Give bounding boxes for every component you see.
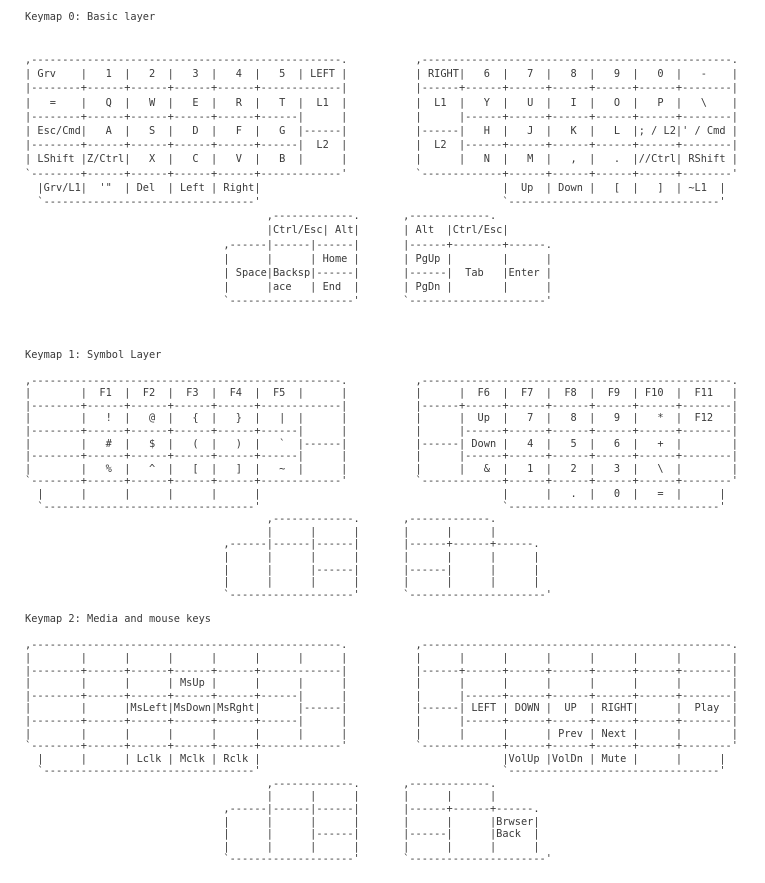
keymap-2-ascii-art: ,--------------------------------------------------. ,--------------------------------------------------. | | | | | | | | | | | | | | | | |--------+------+------+------+------+-------------| |------+------+------+------+------+------+--------| | | | | MsUp | | | | | | | | | | | | |--------+------+------+------+------+------| | | |------+------+------+------+------+--------| | | |MsLeft|MsDown|MsRght| |------| |------| LEFT | DOWN | UP | RIGHT| | Play | |--------+------+------+------+------+------| | | |------+------+------+------+------+--------| | | | | | | | | | | | | Prev | Next | | | `--------+------+------+------+------+-------------' `-------------+------+------+------+------+--------' | | | Lclk | Mclk | Rclk | |VolUp |VolDn | Mute | | | `----------------------------------' `----------------------------------' ,-------------. ,-------------. | | | | | | ,------|------|------| |------+------+------. | | | | | | |Brwser| | | |------| |------| |Back | | | | | | | | | `--------------------' `----------------------'	[25, 639, 738, 866]
keymap-1-heading: Keymap 1: Symbol Layer	[25, 348, 162, 361]
keymap-document	[25, 11, 765, 866]
keymap-section-media-mouse-keys	[25, 613, 765, 866]
keymap-0-heading: Keymap 0: Basic layer	[25, 11, 156, 23]
keymap-0-ascii-art: ,--------------------------------------------------. ,--------------------------------------------------. | Grv | 1 | 2 | 3 | 4 | 5 | LEFT | | RIGHT| 6 | 7 | 8 | 9 | 0 | - | |--------+------+------+------+------+-------------| |------+------+------+------+------+------+--------| | = | Q | W | E | R | T | L1 | | L1 | Y | U | I | O | P | \ | |--------+------+------+------+------+------| | | |------+------+------+------+------+--------| | Esc/Cmd| A | S | D | F | G |------| |------| H | J | K | L |; / L2|' / Cmd | |--------+------+------+------+------+------| L2 | | L2 |------+------+------+------+------+--------| | LShift |Z/Ctrl| X | C | V | B | | | | N | M | , | . |//Ctrl| RShift | `--------+------+------+------+------+-------------' `-------------+------+------+------+------+--------' |Grv/L1| '" | Del | Left | Right| | Up | Down | [ | ] | ~L1 | `----------------------------------' `----------------------------------' ,-------------. ,-------------. |Ctrl/Esc| Alt| | Alt |Ctrl/Esc| ,------|------|------| |------+--------+------. | | | Home | | PgUp | | | | Space|Backsp|------| |------| Tab |Enter | | |ace | End | | PgDn | | | `--------------------' `----------------------'	[25, 54, 738, 308]
keymap-section-symbol-layer	[25, 349, 765, 602]
keymap-section-basic-layer	[25, 11, 765, 309]
keymap-2-heading: Keymap 2: Media and mouse keys	[25, 613, 211, 626]
keymap-1-ascii-art: ,--------------------------------------------------. ,--------------------------------------------------. | | F1 | F2 | F3 | F4 | F5 | | | | F6 | F7 | F8 | F9 | F10 | F11 | |--------+------+------+------+------+-------------| |------+------+------+------+------+------+--------| | | ! | @ | { | } | | | | | | Up | 7 | 8 | 9 | * | F12 | |--------+------+------+------+------+------| | | |------+------+------+------+------+--------| | | # | $ | ( | ) | ` |------| |------| Down | 4 | 5 | 6 | + | | |--------+------+------+------+------+------| | | |------+------+------+------+------+--------| | | % | ^ | [ | ] | ~ | | | | & | 1 | 2 | 3 | \ | | `--------+------+------+------+------+-------------' `-------------+------+------+------+------+--------' | | | | | | | | . | 0 | = | | `----------------------------------' `----------------------------------' ,-------------. ,-------------. | | | | | | ,------|------|------| |------+------+------. | | | | | | | | | | |------| |------| | | | | | | | | | | `--------------------' `----------------------'	[25, 374, 738, 601]
